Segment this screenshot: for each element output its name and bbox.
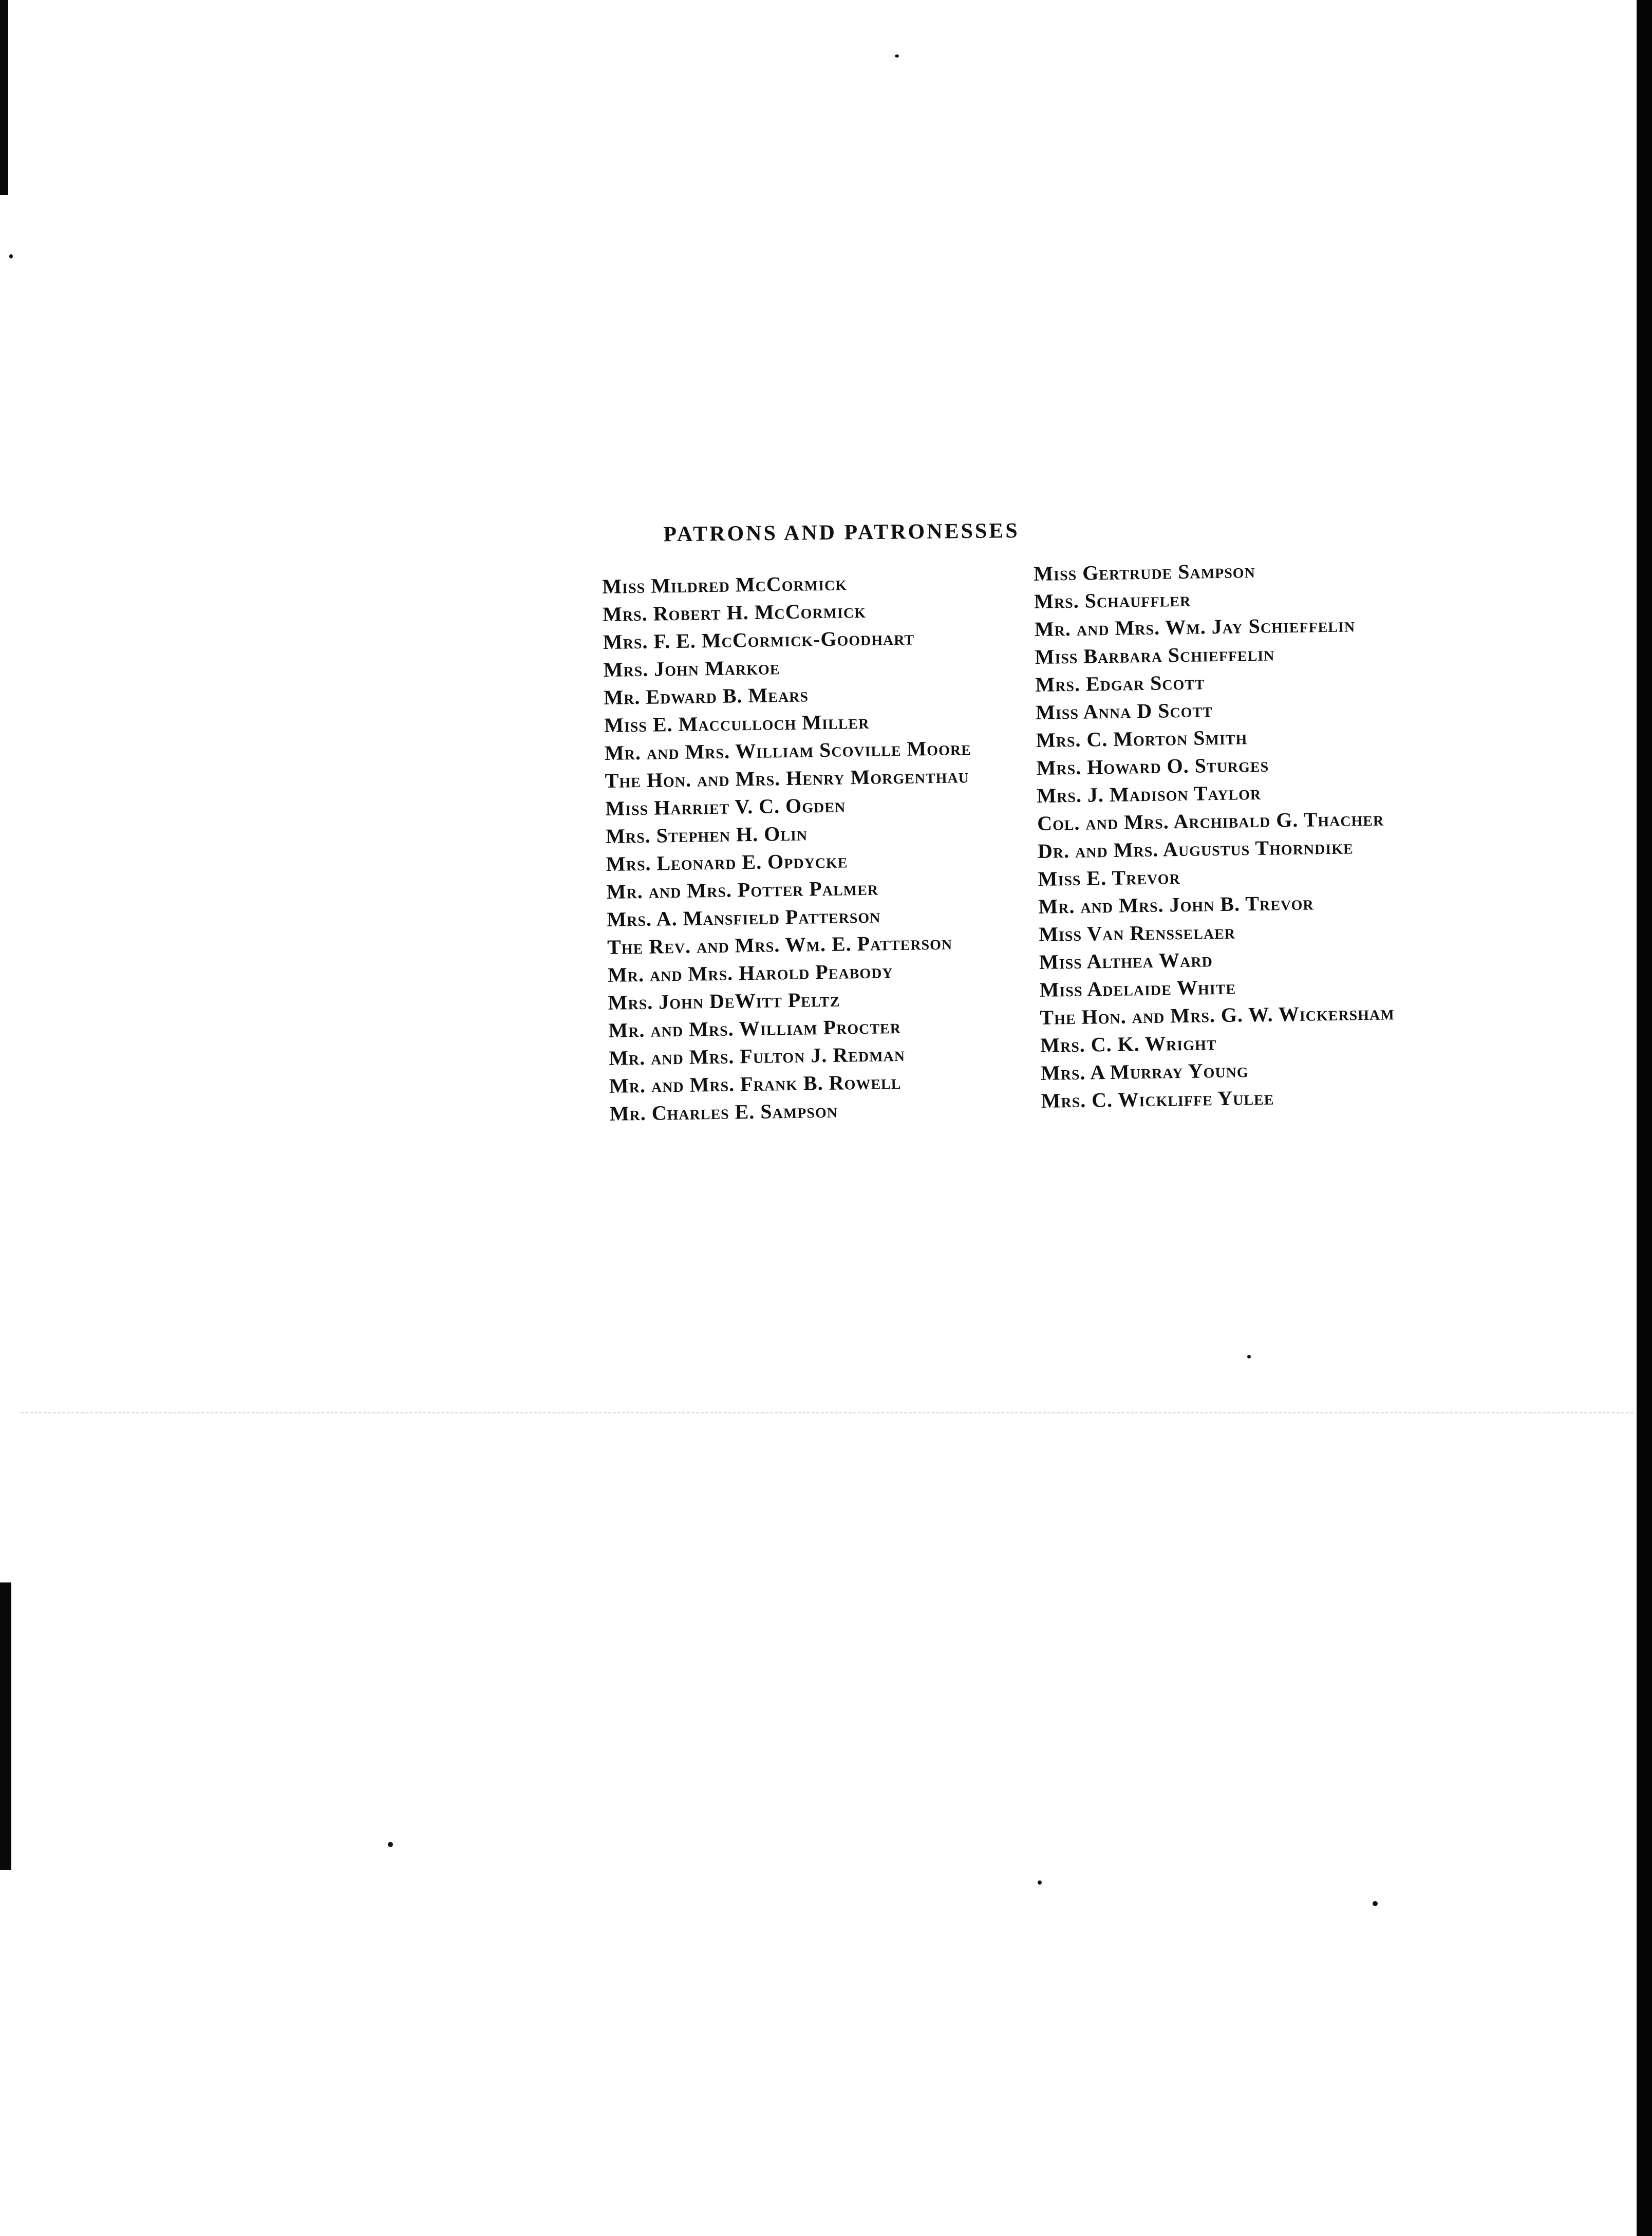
patron-entry: Mr. and Mrs. Fulton J. Redman: [608, 1042, 906, 1070]
patron-entry: Mrs. Edgar Scott: [1035, 670, 1205, 696]
patron-entry: Mr. and Mrs. John B. Trevor: [1038, 891, 1314, 918]
patrons-list-left: [602, 568, 977, 1128]
scan-border-left-top: [0, 0, 8, 195]
patron-entry: Mrs. John Markoe: [603, 656, 780, 681]
patron-entry: Mr. and Mrs. Harold Peabody: [607, 959, 893, 986]
patron-entry: Mrs. C. K. Wright: [1040, 1031, 1217, 1057]
patron-entry: Miss Mildred McCormick: [602, 571, 848, 598]
patron-entry: Mrs. Schauffler: [1034, 587, 1191, 613]
scan-border-left-bottom: [0, 1582, 11, 1870]
patron-entry: Mrs. C. Morton Smith: [1036, 725, 1248, 752]
patron-entry: The Hon. and Mrs. G. W. Wickersham: [1040, 1001, 1395, 1029]
patron-entry: Mrs. Stephen H. Olin: [605, 822, 808, 848]
patron-entry: Mrs. Howard O. Sturges: [1036, 753, 1269, 779]
patron-entry: Miss Barbara Schieffelin: [1035, 642, 1275, 668]
page-title: PATRONS AND PATRONESSES: [663, 519, 1020, 547]
patron-entry: Mr. and Mrs. Frank B. Rowell: [609, 1070, 902, 1097]
patron-entry: Miss Anna D Scott: [1035, 698, 1213, 724]
patron-entry: Mr. and Mrs. William Scoville Moore: [604, 736, 971, 765]
patron-entry: Miss Van Rensselaer: [1038, 920, 1236, 946]
patron-entry: Mrs. A. Mansfield Patterson: [607, 904, 881, 931]
patron-entry: Mrs. J. Madison Taylor: [1037, 780, 1262, 807]
patron-entry: Miss Gertrude Sampson: [1034, 558, 1256, 585]
patron-entry: Col. and Mrs. Archibald G. Thacher: [1037, 807, 1384, 835]
patron-entry: Mrs. A Murray Young: [1040, 1058, 1249, 1085]
patron-entry: Miss E. Macculloch Miller: [604, 710, 870, 737]
patron-entry: Miss Adelaide White: [1039, 975, 1236, 1001]
patron-entry: Mr. and Mrs. Potter Palmer: [606, 876, 879, 903]
patron-entry: The Hon. and Mrs. Henry Morgenthau: [605, 764, 970, 792]
patron-entry: Mr. and Mrs. Wm. Jay Schieffelin: [1034, 613, 1356, 641]
patron-entry: Mr. Edward B. Mears: [604, 683, 809, 709]
scan-speck: [388, 1842, 393, 1847]
patron-entry: Miss Althea Ward: [1039, 948, 1213, 974]
patron-entry: Mrs. Robert H. McCormick: [602, 599, 867, 626]
patrons-list-right: [1034, 555, 1396, 1115]
patron-entry: Mrs. John DeWitt Peltz: [608, 987, 840, 1014]
scan-speck: [9, 254, 13, 258]
patron-entry: Miss Harriet V. C. Ogden: [605, 793, 846, 820]
patron-entry: Mrs. C. Wickliffe Yulee: [1041, 1086, 1274, 1112]
scan-speck: [895, 54, 899, 58]
patron-entry: Dr. and Mrs. Augustus Thorndike: [1037, 835, 1354, 863]
scan-speck: [1373, 1901, 1378, 1906]
scan-speck: [1247, 1355, 1251, 1358]
patron-entry: The Rev. and Mrs. Wm. E. Patterson: [607, 930, 953, 959]
scan-border-right: [1637, 0, 1652, 2236]
patron-entry: Mrs. F. E. McCormick-Goodhart: [603, 626, 915, 654]
patron-entry: Mr. Charles E. Sampson: [609, 1098, 838, 1125]
scan-speck: [1038, 1880, 1042, 1885]
patron-entry: Mr. and Mrs. William Procter: [608, 1014, 902, 1042]
page-fold-line: [21, 1412, 1634, 1413]
patron-entry: Miss E. Trevor: [1038, 865, 1180, 890]
patron-entry: Mrs. Leonard E. Opdycke: [606, 849, 848, 875]
